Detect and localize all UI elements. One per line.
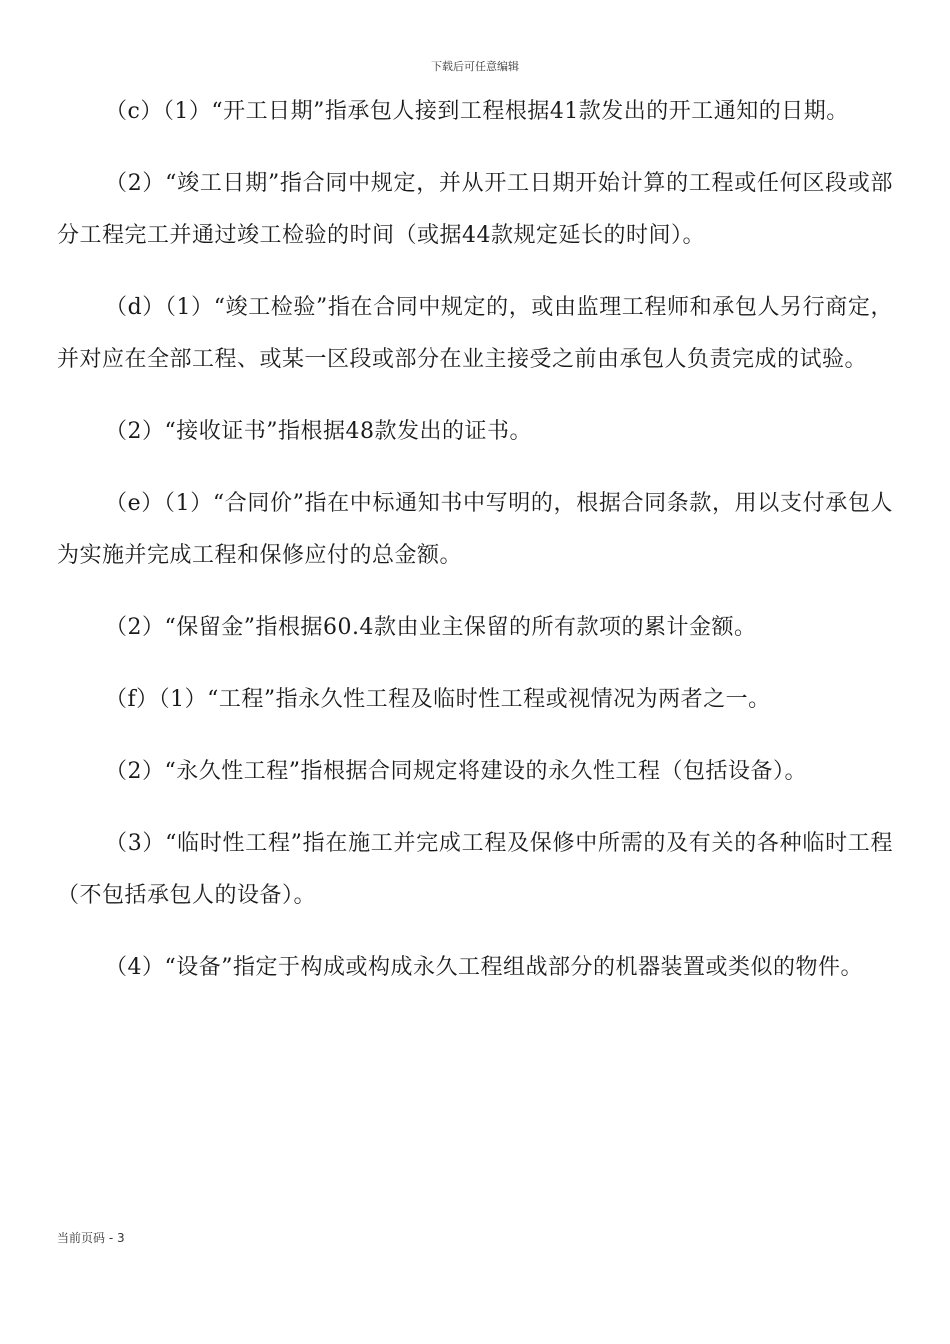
paragraph-e1: （e）（1）“合同价”指在中标通知书中写明的，根据合同条款，用以支付承包人为实施并完成工程和保修应付的总金额。 xyxy=(57,491,893,568)
paragraph-c2: （2）“竣工日期”指合同中规定，并从开工日期开始计算的工程或任何区段或部分工程完工并通过竣工检验的时间（或据44款规定延长的时间）。 xyxy=(57,171,893,248)
paragraph-e2: （2）“保留金”指根据60.4款由业主保留的所有款项的累计金额。 xyxy=(105,615,757,640)
header-note: 下载后可任意编辑 xyxy=(431,60,519,73)
paragraph-f1: （f）（1）“工程”指永久性工程及临时性工程或视情况为两者之一。 xyxy=(105,687,771,712)
paragraph-f3: （3）“临时性工程”指在施工并完成工程及保修中所需的及有关的各种临时工程（不包括承包人的设备）。 xyxy=(57,831,893,908)
page-number: 当前页码 - 3 xyxy=(57,1231,125,1245)
paragraph-d1: （d）（1）“竣工检验”指在合同中规定的，或由监理工程师和承包人另行商定，并对应在全部工程、或某一区段或部分在业主接受之前由承包人负责完成的试验。 xyxy=(57,295,893,372)
document-body xyxy=(57,86,893,1014)
paragraph-f4: （4）“设备”指定于构成或构成永久工程组战部分的机器装置或类似的物件。 xyxy=(105,955,863,980)
paragraph-d2: （2）“接收证书”指根据48款发出的证书。 xyxy=(105,419,532,444)
paragraph-f2: （2）“永久性工程”指根据合同规定将建设的永久性工程（包括设备）。 xyxy=(105,759,807,784)
paragraph-c1: （c）（1）“开工日期”指承包人接到工程根据41款发出的开工通知的日期。 xyxy=(105,99,849,124)
